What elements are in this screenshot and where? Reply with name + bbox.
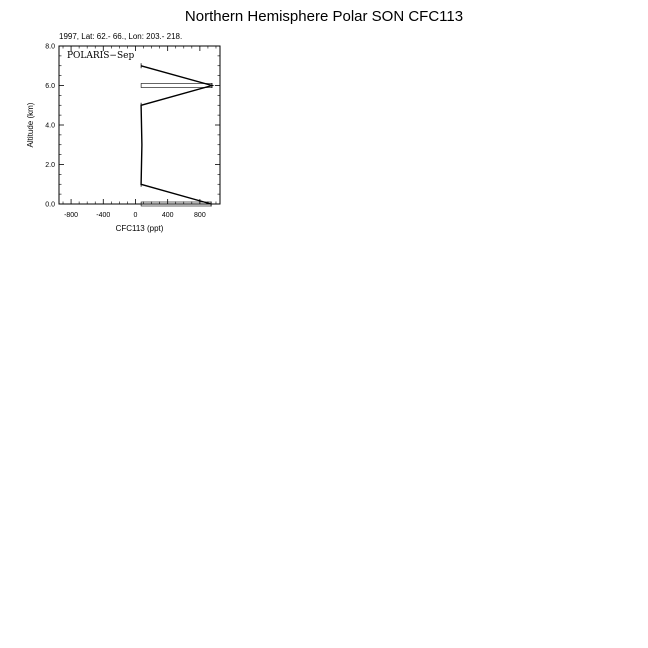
page-title: Northern Hemisphere Polar SON CFC113 [184, 8, 464, 25]
range-box [141, 84, 212, 88]
series-line [141, 66, 212, 204]
plot-area [141, 63, 212, 206]
y-tick-label: 6.0 [45, 83, 55, 90]
y-tick-label: 0.0 [45, 201, 55, 209]
y-axis-label: Altitude (km) [26, 102, 35, 148]
plot-frame [59, 46, 220, 204]
y-tick-label: 4.0 [45, 122, 55, 130]
y-tick-label: 2.0 [45, 162, 55, 169]
y-tick-label: 8.0 [45, 43, 55, 51]
x-axis-label: CFC113 (ppt) [115, 224, 164, 233]
x-tick-label: -800 [64, 212, 79, 219]
axes [45, 44, 220, 220]
chart-subtitle: 1997, Lat: 62.- 66., Lon: 203.- 218. [59, 32, 183, 41]
x-tick-label: -400 [96, 212, 111, 219]
x-tick-label: 400 [161, 212, 174, 219]
x-tick-label: 0 [133, 212, 138, 219]
x-tick-label: 800 [194, 212, 206, 219]
legend-label: POLARIS−Sep [67, 51, 135, 61]
